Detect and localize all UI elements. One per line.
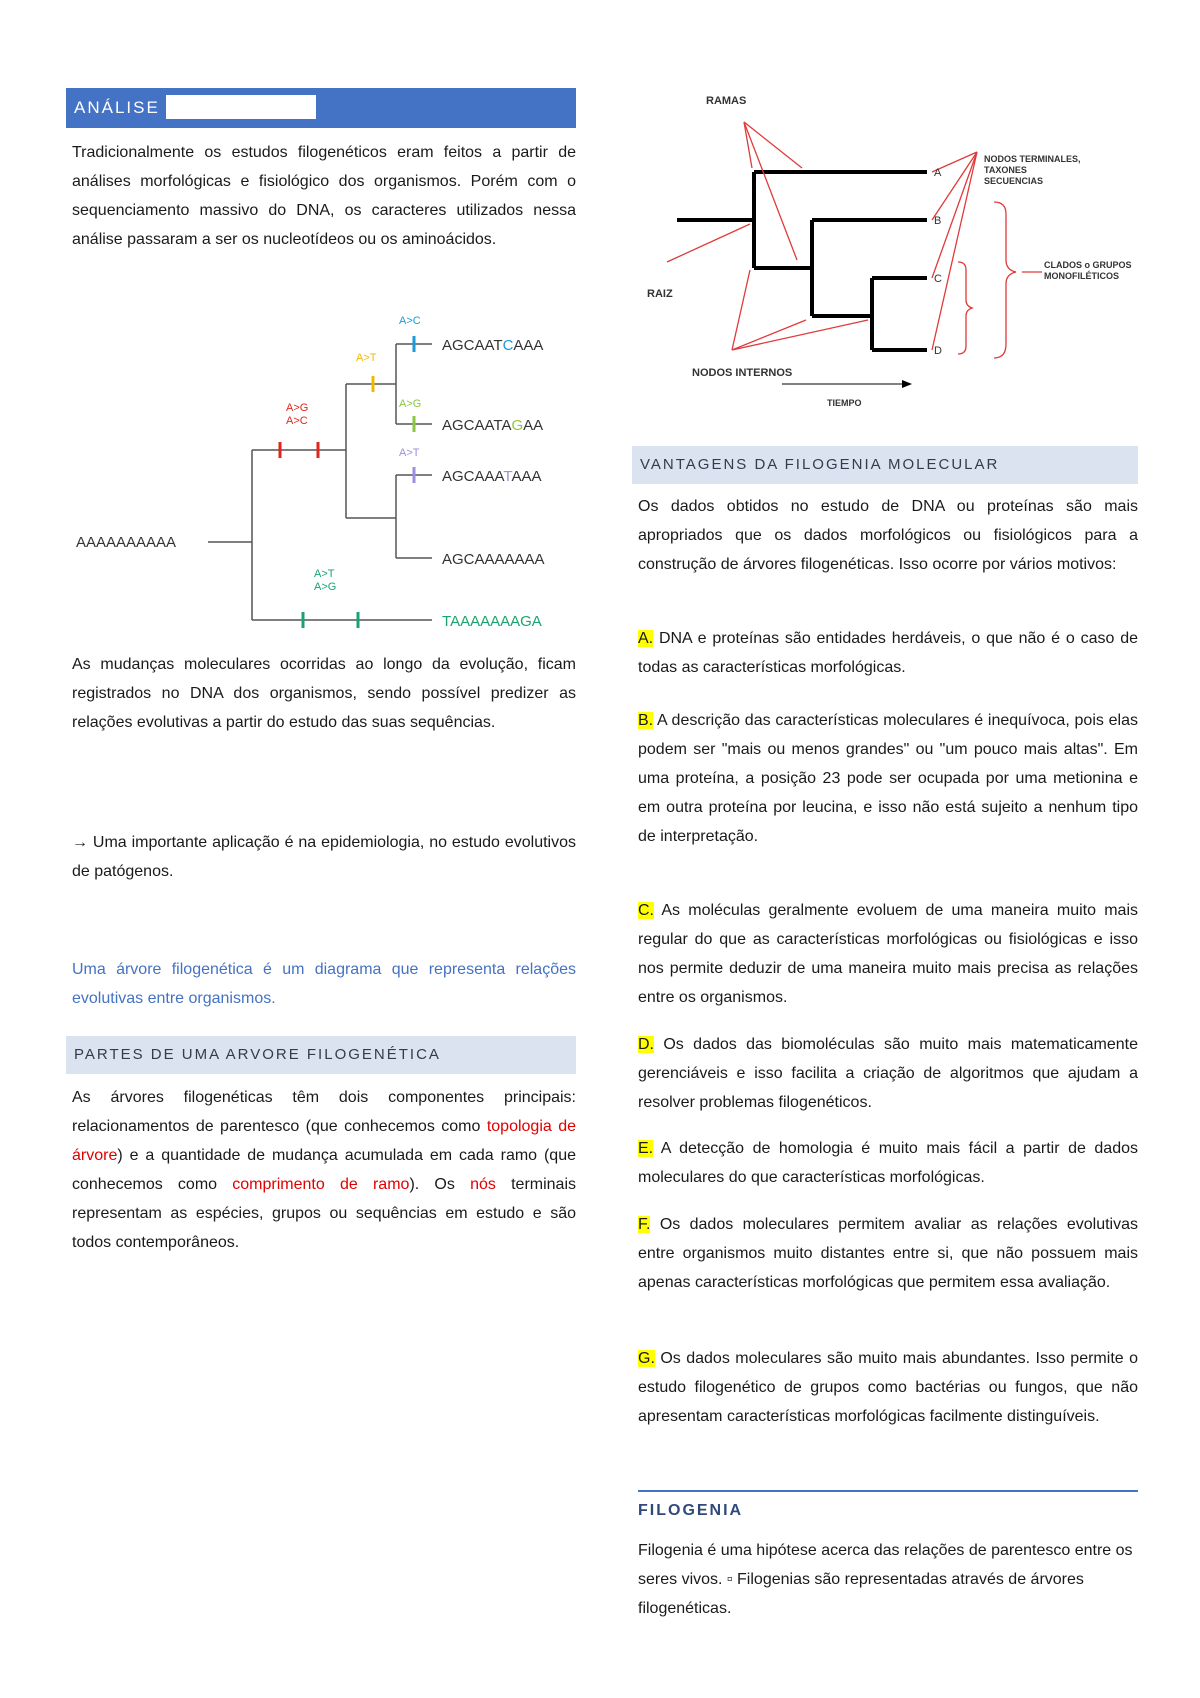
mutation-label-at: A>T [356,352,377,364]
label-terminal-2: TAXONES [984,165,1027,175]
advantage-item-e: E. A detecção de homologia é muito mais fácil a partir de dados moleculares do que características morfológicas. [638,1140,1138,1186]
advantage-item-c: C. As moléculas geralmente evoluem de uma maneira muito mais regular do que as características morfológicas ou fisiológicas e isso nos permite deduzir de uma maneira muito mais precisa as relações entre os organismos. [638,902,1138,1006]
mutation-label-ac: A>C [286,415,308,427]
leaf-sequence-1: AGCAATCAAA [442,337,544,354]
mutation-label-ag-3: A>G [314,581,337,593]
item-letter: B. [638,712,654,729]
mutation-label-at-2: A>T [399,447,420,459]
item-letter: D. [638,1036,654,1053]
analise-header [66,88,576,128]
label-leaf-a: A [934,167,942,179]
intro-paragraph: Tradicionalmente os estudos filogenéticos eram feitos a partir de análises morfológicas e fisiológico dos organismos. Porém com o sequenciamento massivo do DNA, os caracteres utilizados nessa análise passaram a ser os nucleotídeos ou os aminoácidos. [72,144,576,248]
epidemiology-paragraph [72,828,576,886]
parts-paragraph: As árvores filogenéticas têm dois componentes principais: relacionamentos de parentesco (que conhecemos como topologia de árvore) e a quantidade de mudança acumulada em cada ramo (que conhecemos como comprimento de ramo). Os nós terminais representam as espécies, grupos ou sequências em estudo e são todos contemporâneos. [72,1089,577,1251]
leaf-sequence-2: AGCAATAGAA [442,417,544,434]
advantage-item-b: B. A descrição das características moleculares é inequívoca, pois elas podem ser "mais ou menos grandes" ou "um pouco mais altas". Em uma proteína, a posição 23 pode ser ocupada por uma metionina e em outra proteína por leucina, e isso não está sujeito a nenhum tipo de interpretação. [638,712,1138,845]
advantage-item-g: G. Os dados moleculares são muito mais abundantes. Isso permite o estudo filogenético de grupos como bactérias ou fungos, que não apresentam características morfológicas facilmente distinguíveis. [638,1350,1138,1425]
advantage-item-d: D. Os dados das biomoléculas são muito mais matematicamente gerenciáveis e isso facilita a criação de algoritmos que ajudam a resolver problemas filogenéticos. [638,1036,1138,1111]
item-letter: E. [638,1140,654,1157]
root-sequence-label: AAAAAAAAAA [76,534,177,551]
filogenia-title: FILOGENIA [638,1502,744,1519]
leaf-sequence-5: TAAAAAAAGA [442,613,542,630]
item-letter: C. [638,902,654,919]
advantage-item-f: F. Os dados moleculares permitem avaliar as relações evolutivas entre organismos muito distantes entre si, que não possuem mais apenas características morfológicas que permitem essa avaliação. [638,1216,1138,1291]
label-clados-1: CLADOS o GRUPOS [1044,260,1132,270]
sequence-tree-figure [66,300,576,630]
label-clados-2: MONOFILÉTICOS [1044,271,1119,281]
parts-header: PARTES DE UMA ARVORE FILOGENÉTICA [66,1036,576,1074]
definition-paragraph: Uma árvore filogenética é um diagrama que representa relações evolutivas entre organismos. [72,961,576,1007]
term-comprimento: comprimento de ramo [232,1176,410,1193]
item-letter: G. [638,1350,655,1367]
term-nos: nós [470,1176,496,1193]
mutation-label-ag: A>G [286,402,309,414]
label-ramas: RAMAS [706,95,747,107]
analise-header-label: ANÁLISE [74,98,160,117]
label-leaf-d: D [934,345,942,357]
mutation-label-at-3: A>T [314,568,335,580]
vantagens-intro: Os dados obtidos no estudo de DNA ou proteínas são mais apropriados que os dados morfológicos ou fisiológicos para a construção de árvores filogenéticas. Isso ocorre por vários motivos: [638,498,1138,573]
vantagens-header: VANTAGENS DA FILOGENIA MOLECULAR [632,446,1138,484]
label-nodos-internos: NODOS INTERNOS [692,367,793,379]
filogenia-divider [638,1490,1138,1492]
label-leaf-c: C [934,273,942,285]
item-letter: F. [638,1216,651,1233]
leaf-sequence-4: AGCAAAAAAA [442,551,545,568]
label-raiz: RAIZ [647,288,673,300]
mutation-label-ac-2: A>C [399,315,421,327]
advantage-item-a: A. DNA e proteínas são entidades herdáveis, o que não é o caso de todas as características morfológicas. [638,630,1138,676]
item-letter: A. [638,630,654,647]
label-terminal-1: NODOS TERMINALES, [984,154,1081,164]
label-terminal-3: SECUENCIAS [984,176,1044,186]
epidemiology-text: Uma importante aplicação é na epidemiologia, no estudo evolutivos de patógenos. [72,834,576,880]
filogenia-paragraph: Filogenia é uma hipótese acerca das relações de parentesco entre os seres vivos. ▫ Filogenias são representadas através de árvores filogenéticas. [638,1542,1133,1617]
header-blank-box [166,95,316,119]
molecular-changes-paragraph: As mudanças moleculares ocorridas ao longo da evolução, ficam registrados no DNA dos organismos, sendo possível predizer as relações evolutivas a partir do estudo das suas sequências. [72,656,576,731]
term-topologia: topologia de árvore [72,1118,577,1164]
tree-parts-diagram [632,90,1138,410]
mutation-label-ag-2: A>G [399,398,422,410]
label-leaf-b: B [934,215,942,227]
label-tiempo: TIEMPO [827,398,862,408]
arrow-right-icon: → [72,834,88,851]
leaf-sequence-3: AGCAAATAAA [442,468,542,485]
